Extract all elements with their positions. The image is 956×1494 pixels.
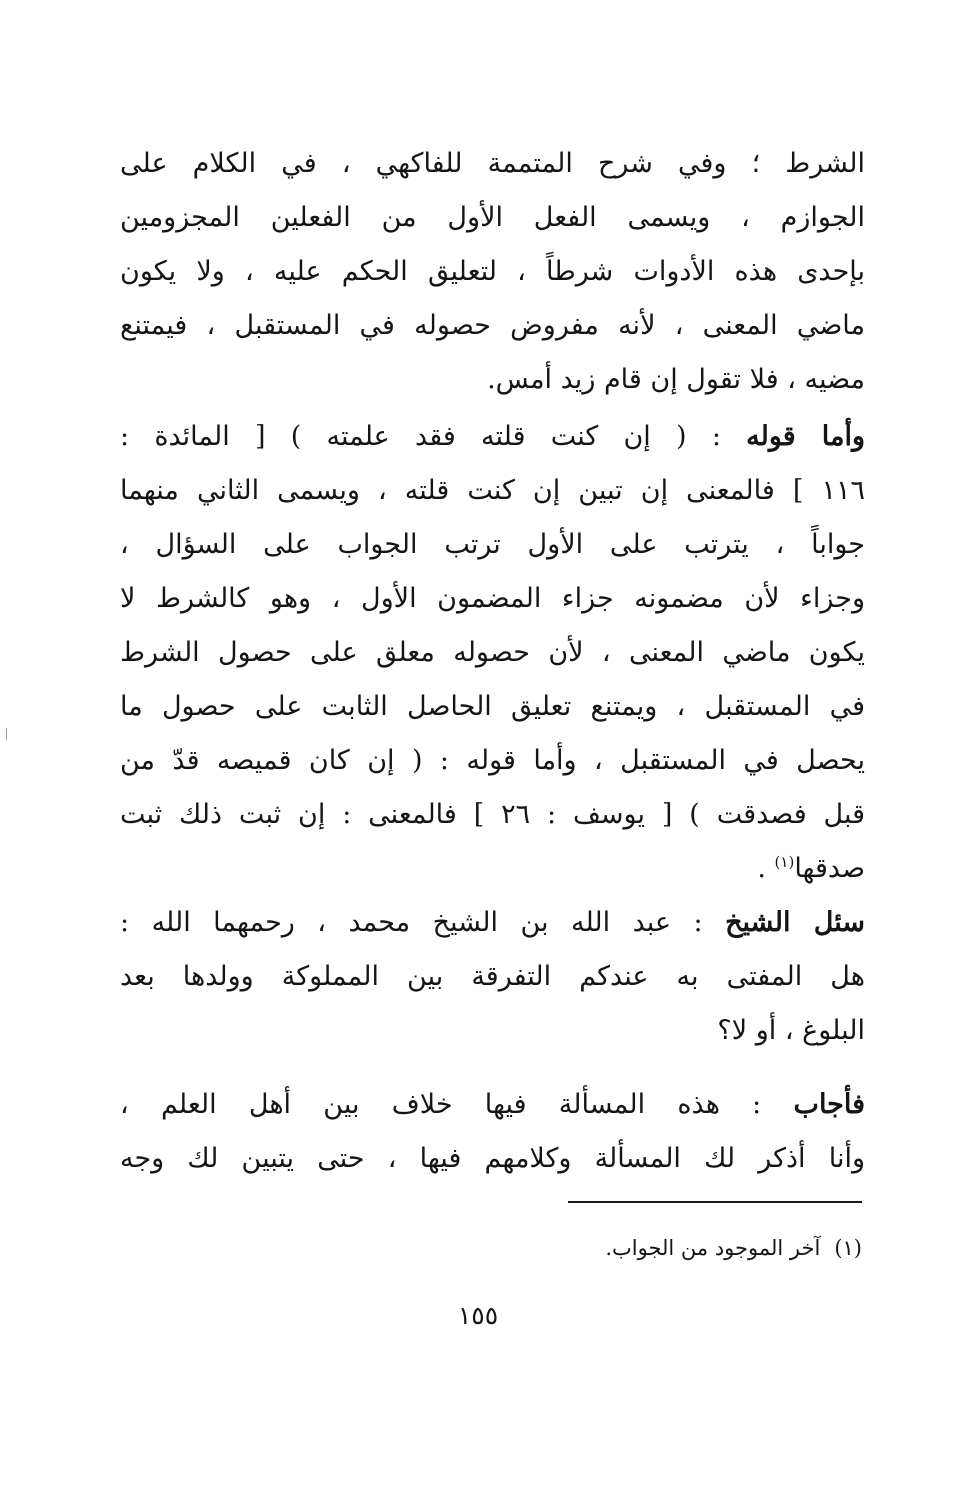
- text-fragment: : عبد الله بن الشيخ محمد ، رحمهما الله :: [120, 907, 726, 938]
- text-line: قبل فصدقت ) [ يوسف : ٢٦ ] فالمعنى : إن ثبت ذلك ثبت: [120, 799, 865, 830]
- text-line: الجوازم ، ويسمى الفعل الأول من الفعلين المجزومين: [120, 202, 865, 233]
- text-fragment: .: [757, 853, 775, 884]
- footnote-marker: (١): [834, 1236, 862, 1260]
- text-line: هل المفتى به عندكم التفرقة بين المملوكة وولدها بعد: [120, 961, 865, 992]
- footnote-reference: (١): [774, 853, 795, 871]
- footnote-divider: [568, 1201, 862, 1203]
- paragraph-2: [120, 410, 865, 896]
- text-line: البلوغ ، أو لا؟: [717, 1015, 865, 1046]
- text-fragment: : هذه المسألة فيها خلاف بين أهل العلم ،: [120, 1089, 794, 1120]
- paragraph-lead: فأجاب: [793, 1089, 865, 1120]
- footnote: [605, 1230, 862, 1266]
- paragraph-3: [120, 896, 865, 1058]
- text-line: [120, 1078, 865, 1132]
- text-line: يكون ماضي المعنى ، لأن حصوله معلق على حصول الشرط: [120, 637, 865, 668]
- paragraph-1: [120, 137, 865, 407]
- margin-mark: [6, 728, 7, 740]
- text-line: مضيه ، فلا تقول إن قام زيد أمس.: [487, 364, 865, 395]
- text-fragment: صدقها: [794, 853, 865, 884]
- text-line: ماضي المعنى ، لأنه مفروض حصوله في المستقبل ، فيمتنع: [120, 310, 865, 341]
- text-fragment: : ( إن كنت قلته فقد علمته ) [ المائدة :: [120, 421, 747, 452]
- text-line: الشرط ؛ وفي شرح المتممة للفاكهي ، في الكلام على: [120, 148, 865, 179]
- text-line: يحصل في المستقبل ، وأما قوله : ( إن كان قميصه قدّ من: [120, 745, 865, 776]
- paragraph-4: [120, 1078, 865, 1186]
- text-line: [120, 896, 865, 950]
- text-line: [120, 842, 865, 896]
- text-line: في المستقبل ، ويمتنع تعليق الحاصل الثابت على حصول ما: [120, 691, 865, 722]
- page-number: ١٥٥: [457, 1301, 499, 1330]
- text-line: وجزاء لأن مضمونه جزاء المضمون الأول ، وهو كالشرط لا: [120, 583, 865, 614]
- paragraph-lead: سئل الشيخ: [725, 907, 865, 938]
- text-line: بإحدى هذه الأدوات شرطاً ، لتعليق الحكم عليه ، ولا يكون: [120, 256, 865, 287]
- text-line: وأنا أذكر لك المسألة وكلامهم فيها ، حتى يتبين لك وجه: [120, 1143, 865, 1174]
- footnote-text: آخر الموجود من الجواب.: [605, 1236, 821, 1260]
- text-line: [120, 410, 865, 464]
- text-line: جواباً ، يترتب على الأول ترتب الجواب على السؤال ،: [120, 529, 865, 560]
- text-line: ١١٦ ] فالمعنى إن تبين إن كنت قلته ، ويسمى الثاني منهما: [120, 475, 865, 506]
- paragraph-lead: وأما قوله: [746, 421, 865, 452]
